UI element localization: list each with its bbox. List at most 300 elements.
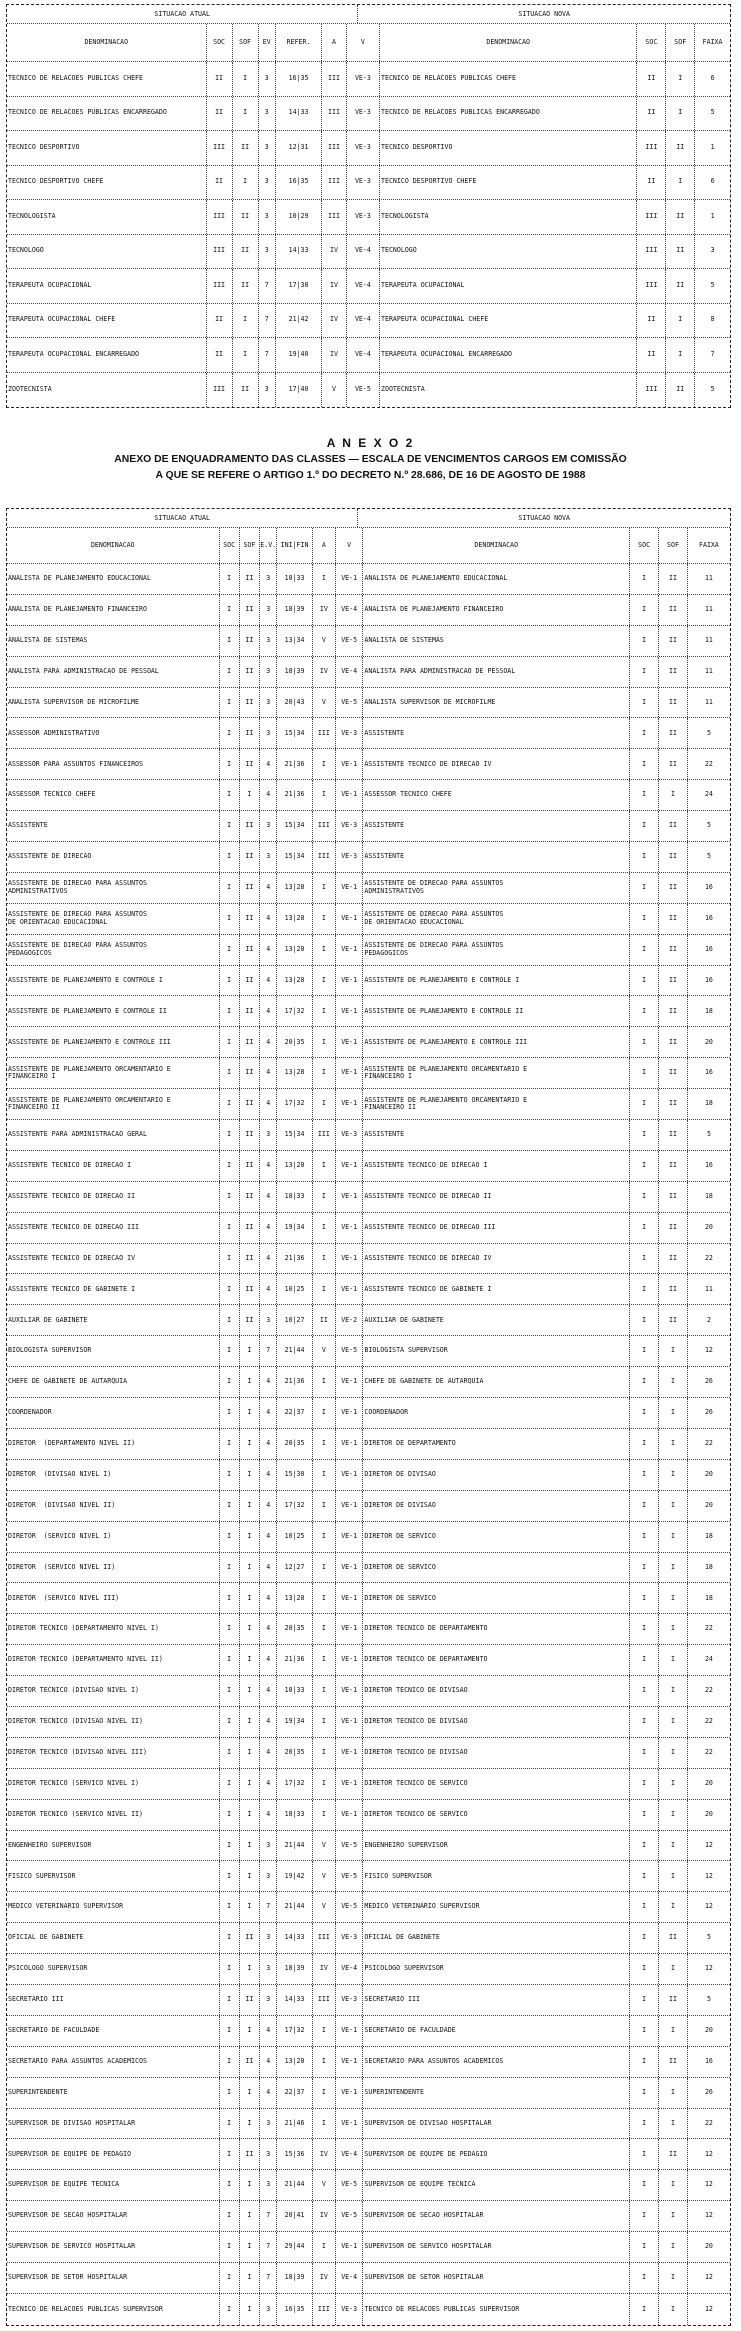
cell-soc-nova: I: [630, 996, 659, 1026]
cell-soc-atual: I: [220, 1398, 240, 1428]
cell-referencia: 17|32: [277, 1491, 312, 1521]
cell-faixa: 22: [704, 1253, 713, 1262]
cell-soc-atual: I: [220, 1058, 240, 1088]
cell-denominacao-atual: DIRETOR TECNICO (DEPARTAMENTO NIVEL I): [7, 1614, 220, 1644]
cell-sof-nova: II: [659, 626, 688, 656]
cell-a: I: [313, 1645, 336, 1675]
cell-faixa: 11: [704, 697, 713, 706]
cell-soc-atual: I: [220, 1831, 240, 1861]
cell-sof-atual: II: [240, 873, 260, 903]
cell-faixa: 18: [704, 1006, 713, 1015]
situacao-atual-heading-2: SITUACAO ATUAL: [7, 509, 358, 527]
cell-denominacao-atual: TERAPEUTA OCUPACIONAL CHEFE: [7, 304, 207, 338]
cell-a: V: [313, 1831, 336, 1861]
table-2-body: [7, 564, 730, 2325]
cell-soc-nova: I: [630, 1954, 659, 1984]
cell-referencia: 12|27: [277, 1553, 312, 1583]
cell-soc-nova: I: [630, 2047, 659, 2077]
cell-sof-atual: I: [240, 1707, 260, 1737]
cell-soc-nova: I: [630, 811, 659, 841]
cell-denominacao-atual: DIRETOR (SERVICO NIVEL III): [7, 1583, 220, 1613]
cell-denominacao-atual: ASSISTENTE TECNICO DE DIRECAO I: [7, 1151, 220, 1181]
cell-faixa: 5: [706, 852, 711, 861]
cell-faixa: 24: [704, 1655, 713, 1664]
cell-soc-atual: I: [220, 1491, 240, 1521]
cell-sof-nova: I: [659, 1738, 688, 1768]
cell-sof-nova: I: [666, 97, 695, 131]
cell-sof-nova: I: [659, 2109, 688, 2139]
cell-ev: 4: [260, 1058, 277, 1088]
cell-v: VE-1: [336, 2016, 363, 2046]
cell-denominacao-nova: SUPERVISOR DE EQUIPE DE PEDAGIO: [363, 2139, 630, 2169]
cell-v: VE-3: [347, 200, 380, 234]
cell-a: IV: [322, 269, 347, 303]
cell-denominacao-atual: COORDENADOR: [7, 1398, 220, 1428]
cell-a: V: [313, 1892, 336, 1922]
table-row: [7, 2078, 730, 2109]
cell-ev: 3: [259, 62, 276, 96]
cell-sof-nova: II: [666, 269, 695, 303]
table-row: [7, 235, 730, 270]
cell-faixa: 18: [704, 1562, 713, 1571]
cell-ev: 4: [260, 1367, 277, 1397]
table-row: [7, 2139, 730, 2170]
cell-referencia: 21|46: [277, 2109, 312, 2139]
cell-soc-nova: I: [630, 1305, 659, 1335]
cell-denominacao-atual: SUPERVISOR DE EQUIPE TECNICA: [7, 2170, 220, 2200]
cell-soc-nova: I: [630, 2201, 659, 2231]
cell-sof-nova: II: [659, 966, 688, 996]
cell-sof-nova: I: [659, 1553, 688, 1583]
cell-denominacao-atual: ANALISTA DE SISTEMAS: [7, 626, 220, 656]
table-row: [7, 200, 730, 235]
cell-sof-nova: I: [659, 1367, 688, 1397]
cell-referencia: 21|36: [277, 1244, 312, 1274]
cell-denominacao-nova: ASSISTENTE DE DIRECAO PARA ASSUNTOS PEDAGOGICOS: [363, 935, 630, 965]
cell-sof-atual: I: [240, 1429, 260, 1459]
table-row: [7, 780, 730, 811]
cell-denominacao-nova: ASSISTENTE DE PLANEJAMENTO E CONTROLE III: [363, 1027, 630, 1057]
col-denominacao: DENOMINACAO: [7, 528, 220, 563]
cell-a: V: [313, 688, 336, 718]
cell-soc-nova: I: [630, 626, 659, 656]
cell-soc-atual: I: [220, 1676, 240, 1706]
cell-faixa: 22: [704, 1717, 713, 1726]
cell-denominacao-atual: DIRETOR (DIVISAO NIVEL I): [7, 1460, 220, 1490]
cell-sof-atual: I: [240, 2294, 260, 2325]
cell-denominacao-atual: ANALISTA SUPERVISOR DE MICROFILME: [7, 688, 220, 718]
cell-referencia: 14|33: [276, 235, 322, 269]
cell-ev: 4: [260, 2016, 277, 2046]
table-1-section-header: [7, 5, 730, 24]
cell-sof-nova: II: [659, 688, 688, 718]
cell-faixa: 16: [704, 1068, 713, 1077]
cell-denominacao-atual: ASSISTENTE DE DIRECAO PARA ASSUNTOS DE ORIENTACAO EDUCACIONAL: [7, 904, 220, 934]
cell-denominacao-atual: FISICO SUPERVISOR: [7, 1861, 220, 1891]
cell-denominacao-atual: ZOOTECNISTA: [7, 373, 207, 408]
cell-faixa: 12: [704, 2304, 713, 2313]
table-row: [7, 373, 730, 408]
cell-denominacao-nova: ASSISTENTE DE PLANEJAMENTO E CONTROLE II: [363, 996, 630, 1026]
cell-ev: 4: [260, 2047, 277, 2077]
cell-soc-nova: I: [630, 1676, 659, 1706]
cell-sof-nova: II: [659, 1089, 688, 1119]
cell-denominacao-atual: TECNICO DESPORTIVO: [7, 131, 207, 165]
cell-faixa: 22: [704, 1624, 713, 1633]
table-row: [7, 1305, 730, 1336]
cell-sof-nova: I: [666, 338, 695, 372]
cell-sof-nova: II: [659, 996, 688, 1026]
cell-faixa: 16: [704, 883, 713, 892]
cell-ev: 4: [260, 873, 277, 903]
cell-denominacao-atual: ANALISTA DE PLANEJAMENTO EDUCACIONAL: [7, 564, 220, 594]
cell-sof-nova: I: [659, 1583, 688, 1613]
cell-v: VE-1: [336, 1213, 363, 1243]
cell-a: I: [313, 1027, 336, 1057]
cell-denominacao-atual: AUXILIAR DE GABINETE: [7, 1305, 220, 1335]
cell-denominacao-atual: ASSISTENTE DE PLANEJAMENTO E CONTROLE I: [7, 966, 220, 996]
table-row: [7, 1367, 730, 1398]
cell-v: VE-1: [336, 1491, 363, 1521]
cell-a: I: [313, 904, 336, 934]
cell-sof-nova: I: [659, 2263, 688, 2293]
cell-a: IV: [313, 2201, 336, 2231]
cell-soc-atual: I: [220, 2232, 240, 2262]
cell-denominacao-atual: ASSISTENTE TECNICO DE DIRECAO II: [7, 1182, 220, 1212]
cell-ev: 7: [260, 2201, 277, 2231]
col-a: A: [322, 24, 347, 61]
table-row: [7, 1460, 730, 1491]
cell-faixa: 5: [710, 280, 715, 289]
cell-soc-nova: I: [630, 1553, 659, 1583]
cell-sof-atual: I: [233, 166, 259, 200]
cell-ev: 4: [260, 1089, 277, 1119]
cell-sof-nova: II: [659, 811, 688, 841]
cell-denominacao-atual: ASSISTENTE PARA ADMINISTRACAO GERAL: [7, 1120, 220, 1150]
table-row: [7, 1614, 730, 1645]
cell-faixa: 22: [704, 2118, 713, 2127]
cell-referencia: 13|28: [277, 1583, 312, 1613]
cell-ev: 4: [260, 1244, 277, 1274]
cell-referencia: 15|34: [277, 811, 312, 841]
cell-ev: 4: [260, 1182, 277, 1212]
cell-faixa: 16: [704, 1161, 713, 1170]
cell-ev: 4: [260, 1491, 277, 1521]
cell-soc-atual: I: [220, 1769, 240, 1799]
cell-sof-nova: I: [659, 1336, 688, 1366]
cell-a: I: [313, 780, 336, 810]
cell-denominacao-nova: ASSISTENTE TECNICO DE DIRECAO IV: [363, 749, 630, 779]
table-row: [7, 1027, 730, 1058]
col-sof: SOF: [233, 24, 259, 61]
cell-sof-nova: I: [659, 1892, 688, 1922]
cell-ev: 4: [260, 1151, 277, 1181]
cell-faixa: 12: [704, 2273, 713, 2282]
cell-faixa: 20: [704, 1500, 713, 1509]
cell-soc-atual: I: [220, 1089, 240, 1119]
cell-ev: 3: [260, 1985, 277, 2015]
cell-sof-atual: II: [233, 200, 259, 234]
cell-denominacao-atual: DIRETOR TECNICO (DIVISAO NIVEL I): [7, 1676, 220, 1706]
table-row: [7, 1583, 730, 1614]
cell-sof-nova: II: [659, 935, 688, 965]
cell-sof-atual: I: [233, 62, 259, 96]
cell-referencia: 18|39: [277, 595, 312, 625]
cell-sof-nova: II: [659, 564, 688, 594]
cell-soc-atual: II: [207, 97, 233, 131]
cell-sof-nova: I: [659, 1800, 688, 1830]
cell-ev: 4: [260, 904, 277, 934]
cell-faixa: 5: [706, 728, 711, 737]
cell-a: IV: [313, 1954, 336, 1984]
cell-denominacao-nova: TECNICO DE RELACOES PUBLICAS SUPERVISOR: [363, 2294, 630, 2325]
cell-referencia: 14|33: [277, 1985, 312, 2015]
cell-v: VE-5: [336, 688, 363, 718]
cell-v: VE-3: [336, 811, 363, 841]
cell-denominacao-nova: ASSISTENTE DE PLANEJAMENTO E CONTROLE I: [363, 966, 630, 996]
cell-v: VE-1: [336, 1182, 363, 1212]
cell-soc-nova: I: [630, 1027, 659, 1057]
cell-denominacao-atual: TECNOLOGO: [7, 235, 207, 269]
cell-a: I: [313, 1522, 336, 1552]
cell-soc-nova: I: [630, 1707, 659, 1737]
cell-a: I: [313, 1553, 336, 1583]
cell-denominacao-nova: PSICOLOGO SUPERVISOR: [363, 1954, 630, 1984]
cell-denominacao-nova: ASSISTENTE: [363, 1120, 630, 1150]
cell-a: I: [313, 1182, 336, 1212]
cell-sof-atual: II: [240, 1120, 260, 1150]
cell-denominacao-nova: DIRETOR DE DEPARTAMENTO: [363, 1429, 630, 1459]
cell-sof-atual: I: [240, 1831, 260, 1861]
cell-faixa: 12: [704, 1964, 713, 1973]
cell-denominacao-nova: ANALISTA PARA ADMINISTRACAO DE PESSOAL: [363, 657, 630, 687]
cell-faixa: 26: [704, 2087, 713, 2096]
cell-v: VE-1: [336, 2047, 363, 2077]
cell-faixa: 26: [704, 1408, 713, 1417]
cell-v: VE-3: [336, 842, 363, 872]
table-row: [7, 1274, 730, 1305]
cell-soc-nova: I: [630, 1460, 659, 1490]
cell-v: VE-3: [336, 1120, 363, 1150]
cell-faixa: 5: [706, 1933, 711, 1942]
cell-referencia: 21|44: [277, 1892, 312, 1922]
cell-v: VE-1: [336, 966, 363, 996]
cell-soc-nova: I: [630, 749, 659, 779]
col-denominacao-nova: DENOMINACAO: [363, 528, 630, 563]
cell-sof-nova: I: [659, 2201, 688, 2231]
cell-denominacao-nova: ASSISTENTE TECNICO DE DIRECAO III: [363, 1213, 630, 1243]
cell-sof-nova: I: [659, 2294, 688, 2325]
cell-denominacao-nova: TECNICO DE RELACOES PUBLICAS CHEFE: [380, 62, 637, 96]
table-2-column-header: [7, 528, 730, 564]
cell-denominacao-nova: ASSISTENTE: [363, 842, 630, 872]
cell-denominacao-atual: SECRETARIO DE FACULDADE: [7, 2016, 220, 2046]
cell-v: VE-1: [336, 1367, 363, 1397]
cell-ev: 3: [260, 1923, 277, 1953]
cell-sof-atual: I: [240, 2232, 260, 2262]
cell-soc-atual: III: [207, 131, 233, 165]
cell-faixa: 12: [704, 1902, 713, 1911]
cell-referencia: 19|42: [277, 1861, 312, 1891]
table-row: [7, 131, 730, 166]
cell-soc-atual: I: [220, 1553, 240, 1583]
cell-referencia: 19|40: [276, 338, 322, 372]
cell-denominacao-nova: DIRETOR TECNICO DE DIVISAO: [363, 1738, 630, 1768]
cell-sof-atual: I: [233, 338, 259, 372]
cell-v: VE-1: [336, 2232, 363, 2262]
col-ev: EV: [259, 24, 276, 61]
cell-soc-atual: I: [220, 2263, 240, 2293]
cell-faixa: 5: [710, 384, 715, 393]
table-row: [7, 966, 730, 997]
col-refer: REFER.: [276, 24, 322, 61]
cell-referencia: 18|39: [277, 1954, 312, 1984]
table-row: [7, 1892, 730, 1923]
cell-soc-nova: III: [637, 200, 666, 234]
cell-referencia: 13|28: [277, 935, 312, 965]
cell-denominacao-atual: TECNICO DESPORTIVO CHEFE: [7, 166, 207, 200]
cell-soc-atual: II: [207, 166, 233, 200]
cell-sof-nova: II: [666, 235, 695, 269]
cell-sof-atual: I: [240, 2109, 260, 2139]
cell-soc-atual: I: [220, 1954, 240, 1984]
cell-v: VE-1: [336, 1398, 363, 1428]
cell-denominacao-nova: DIRETOR DE SERVICO: [363, 1583, 630, 1613]
cell-denominacao-atual: MEDICO VETERINARIO SUPERVISOR: [7, 1892, 220, 1922]
cell-sof-nova: II: [659, 1274, 688, 1304]
cell-denominacao-atual: TECNOLOGISTA: [7, 200, 207, 234]
cell-denominacao-nova: ASSISTENTE TECNICO DE DIRECAO II: [363, 1182, 630, 1212]
cell-soc-atual: I: [220, 2170, 240, 2200]
table-row: [7, 2109, 730, 2140]
cell-sof-atual: II: [240, 718, 260, 748]
cell-soc-atual: I: [220, 2294, 240, 2325]
cell-denominacao-atual: TECNICO DE RELACOES PUBLICAS ENCARREGADO: [7, 97, 207, 131]
cell-soc-nova: I: [630, 1429, 659, 1459]
cell-denominacao-nova: ASSISTENTE TECNICO DE DIRECAO I: [363, 1151, 630, 1181]
cell-sof-nova: I: [659, 2016, 688, 2046]
cell-referencia: 19|34: [277, 1707, 312, 1737]
cell-soc-atual: I: [220, 2047, 240, 2077]
cell-sof-atual: II: [240, 1058, 260, 1088]
cell-soc-atual: I: [220, 1305, 240, 1335]
cell-denominacao-nova: ASSISTENTE DE PLANEJAMENTO ORCAMENTARIO E FINANCEIRO II: [363, 1089, 630, 1119]
cell-sof-atual: II: [240, 1985, 260, 2015]
cell-faixa: 7: [710, 349, 715, 358]
cell-soc-atual: I: [220, 1800, 240, 1830]
cell-denominacao-atual: DIRETOR TECNICO (SERVICO NIVEL II): [7, 1800, 220, 1830]
cell-a: I: [313, 2232, 336, 2262]
cell-denominacao-nova: ANALISTA DE PLANEJAMENTO FINANCEIRO: [363, 595, 630, 625]
cell-soc-atual: I: [220, 1522, 240, 1552]
cell-v: VE-4: [336, 2139, 363, 2169]
cell-denominacao-atual: DIRETOR TECNICO (DIVISAO NIVEL II): [7, 1707, 220, 1737]
cell-a: I: [313, 564, 336, 594]
cell-sof-nova: II: [659, 842, 688, 872]
cell-ev: 4: [260, 1213, 277, 1243]
cell-soc-atual: I: [220, 1583, 240, 1613]
cell-sof-atual: II: [240, 595, 260, 625]
cell-soc-atual: II: [207, 304, 233, 338]
cell-soc-nova: I: [630, 2232, 659, 2262]
cell-soc-atual: I: [220, 2201, 240, 2231]
cell-referencia: 18|39: [277, 657, 312, 687]
cell-sof-nova: I: [666, 166, 695, 200]
cell-sof-nova: I: [659, 1861, 688, 1891]
cell-soc-nova: I: [630, 1861, 659, 1891]
cell-v: VE-3: [347, 62, 380, 96]
cell-ev: 7: [259, 269, 276, 303]
cell-ev: 3: [260, 1831, 277, 1861]
cell-soc-atual: I: [220, 1244, 240, 1274]
cell-denominacao-nova: ENGENHEIRO SUPERVISOR: [363, 1831, 630, 1861]
cell-v: VE-3: [336, 718, 363, 748]
cell-sof-atual: II: [240, 1089, 260, 1119]
cell-referencia: 15|30: [277, 1460, 312, 1490]
cell-denominacao-atual: ASSISTENTE DE DIRECAO: [7, 842, 220, 872]
cell-soc-atual: I: [220, 1182, 240, 1212]
cell-soc-atual: I: [220, 1429, 240, 1459]
cell-v: VE-1: [336, 1089, 363, 1119]
cell-v: VE-1: [336, 1058, 363, 1088]
cell-sof-nova: II: [666, 200, 695, 234]
cell-sof-atual: II: [240, 1213, 260, 1243]
table-row: [7, 1954, 730, 1985]
cell-sof-atual: I: [240, 2170, 260, 2200]
cell-sof-atual: I: [240, 2016, 260, 2046]
cell-sof-nova: I: [659, 1954, 688, 1984]
cell-sof-nova: I: [659, 1769, 688, 1799]
cell-soc-atual: I: [220, 1892, 240, 1922]
cell-sof-nova: I: [659, 2078, 688, 2108]
cell-ev: 3: [260, 1305, 277, 1335]
cell-soc-nova: I: [630, 1985, 659, 2015]
cell-ev: 4: [260, 1707, 277, 1737]
cell-referencia: 13|28: [277, 873, 312, 903]
cell-v: VE-1: [336, 1429, 363, 1459]
cell-denominacao-nova: BIOLOGISTA SUPERVISOR: [363, 1336, 630, 1366]
cell-denominacao-atual: DIRETOR (DIVISAO NIVEL II): [7, 1491, 220, 1521]
cell-faixa: 16: [704, 2056, 713, 2065]
cell-sof-atual: I: [240, 1460, 260, 1490]
cell-ev: 3: [260, 1120, 277, 1150]
table-row: [7, 1398, 730, 1429]
col-faixa: FAIXA: [699, 540, 719, 549]
cell-sof-atual: II: [240, 1305, 260, 1335]
cell-sof-atual: II: [233, 373, 259, 408]
cell-soc-atual: I: [220, 1213, 240, 1243]
cell-referencia: 13|28: [277, 1151, 312, 1181]
cell-ev: 4: [260, 2078, 277, 2108]
cell-denominacao-atual: DIRETOR TECNICO (DEPARTAMENTO NIVEL II): [7, 1645, 220, 1675]
cell-v: VE-3: [336, 1985, 363, 2015]
cell-sof-atual: I: [240, 1367, 260, 1397]
cell-soc-atual: I: [220, 1027, 240, 1057]
cell-soc-atual: I: [220, 966, 240, 996]
cell-soc-atual: I: [220, 780, 240, 810]
cell-soc-nova: I: [630, 595, 659, 625]
cell-soc-nova: I: [630, 842, 659, 872]
cell-a: III: [313, 1985, 336, 2015]
cell-referencia: 29|44: [277, 2232, 312, 2262]
cell-soc-nova: I: [630, 1213, 659, 1243]
table-row: [7, 1336, 730, 1367]
cell-sof-atual: I: [240, 2078, 260, 2108]
table-row: [7, 1707, 730, 1738]
cell-a: III: [322, 166, 347, 200]
cell-ev: 3: [259, 166, 276, 200]
cell-denominacao-nova: CHEFE DE GABINETE DE AUTARQUIA: [363, 1367, 630, 1397]
